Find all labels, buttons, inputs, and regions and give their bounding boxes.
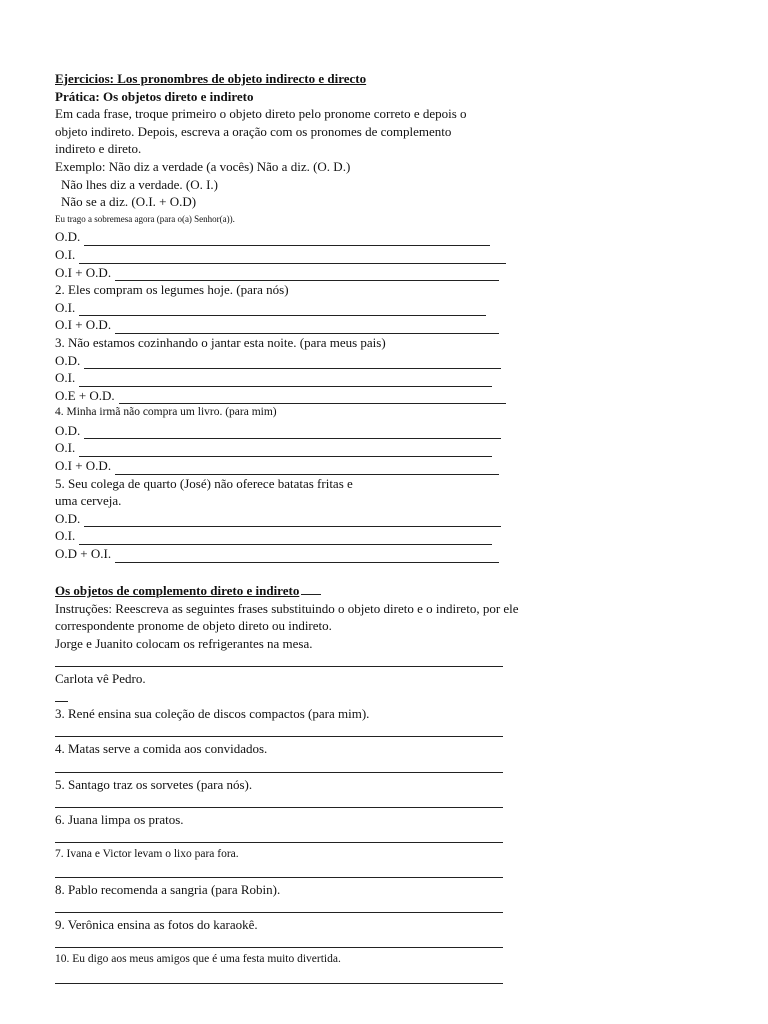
answer-line-oi-od[interactable] bbox=[55, 457, 555, 475]
answer-line-oi-od[interactable] bbox=[55, 316, 555, 334]
answer-line-oe-od[interactable] bbox=[55, 387, 555, 405]
instruction-line: objeto indireto. Depois, escreva a oração com os pronomes de complemento bbox=[55, 123, 452, 139]
answer-label: O.D. bbox=[55, 229, 81, 245]
blank-rule bbox=[55, 772, 503, 773]
answer-line-oi[interactable] bbox=[55, 369, 555, 387]
blank-rule bbox=[55, 947, 503, 948]
answer-line[interactable] bbox=[55, 828, 555, 846]
answer-label: O.I. bbox=[55, 299, 76, 315]
blank-rule bbox=[55, 912, 503, 913]
blank-rule bbox=[119, 391, 506, 404]
blank-rule bbox=[115, 550, 499, 563]
answer-label: O.I + O.D. bbox=[55, 317, 112, 333]
exercise-item: 4. Matas serve a comida aos convidados. bbox=[55, 741, 268, 757]
exercise-item: 7. Ivana e Victor levam o lixo para fora. bbox=[55, 847, 239, 860]
answer-label: O.I. bbox=[55, 370, 76, 386]
part-two bbox=[55, 582, 555, 987]
blank-rule bbox=[55, 983, 503, 984]
answer-label: O.E + O.D. bbox=[55, 387, 115, 403]
answer-line[interactable] bbox=[55, 758, 555, 776]
answer-line-oi[interactable] bbox=[55, 246, 555, 264]
answer-line[interactable] bbox=[55, 723, 555, 741]
example-line: Não lhes diz a verdade. (O. I.) bbox=[61, 176, 219, 192]
instruction-line: Instruções: Reescreva as seguintes frases substituindo o objeto direto e o indireto, por ele bbox=[55, 600, 519, 616]
exercise-item: 10. Eu digo aos meus amigos que é uma festa muito divertida. bbox=[55, 953, 341, 966]
answer-label: O.I. bbox=[55, 440, 76, 456]
answer-label: O.I + O.D. bbox=[55, 458, 112, 474]
answer-line[interactable] bbox=[55, 899, 555, 917]
answer-line[interactable] bbox=[55, 793, 555, 811]
page-subtitle: Prática: Os objetos direto e indireto bbox=[55, 88, 254, 104]
answer-line[interactable] bbox=[55, 934, 555, 952]
answer-line-oi-od[interactable] bbox=[55, 264, 555, 282]
section-title bbox=[55, 582, 555, 600]
blank-rule bbox=[55, 736, 503, 737]
blank-rule bbox=[115, 268, 499, 281]
instruction-line: correspondente pronome de objeto direto ou indireto. bbox=[55, 618, 332, 634]
answer-label: O.I + O.D. bbox=[55, 264, 112, 280]
exercise-item: 8. Pablo recomenda a sangria (para Robin). bbox=[55, 882, 281, 898]
answer-line[interactable] bbox=[55, 652, 555, 670]
blank-rule bbox=[115, 462, 499, 475]
blank-rule bbox=[84, 426, 501, 439]
blank-rule bbox=[115, 321, 499, 334]
blank-rule bbox=[55, 842, 503, 843]
answer-line-oi[interactable] bbox=[55, 439, 555, 457]
answer-label: O.D. bbox=[55, 422, 81, 438]
exercise-item: Jorge e Juanito colocam os refrigerantes na mesa. bbox=[55, 635, 313, 651]
blank-rule bbox=[55, 666, 503, 667]
exercise-item: Carlota vê Pedro. bbox=[55, 670, 146, 686]
answer-label: O.I. bbox=[55, 246, 76, 262]
example-line: Exemplo: Não diz a verdade (a vocês) Não a diz. (O. D.) bbox=[55, 158, 351, 174]
instruction-line: Em cada frase, troque primeiro o objeto direto pelo pronome correto e depois o bbox=[55, 106, 467, 122]
question-prompt: 2. Eles compram os legumes hoje. (para nós) bbox=[55, 282, 289, 298]
part-one bbox=[55, 70, 555, 563]
page-title: Ejercicios: Los pronombres de objeto indirecto e directo bbox=[55, 71, 367, 86]
blank-rule bbox=[55, 807, 503, 808]
answer-line-od[interactable] bbox=[55, 422, 555, 440]
title-rule bbox=[301, 594, 321, 595]
answer-line-oi[interactable] bbox=[55, 299, 555, 317]
answer-line-od[interactable] bbox=[55, 510, 555, 528]
exercise-item: 9. Verônica ensina as fotos do karaokê. bbox=[55, 917, 258, 933]
answer-line-od[interactable] bbox=[55, 352, 555, 370]
question-prompt: 4. Minha irmã não compra um livro. (para mim) bbox=[55, 406, 277, 419]
question-prompt: uma cerveja. bbox=[55, 493, 122, 509]
blank-rule bbox=[79, 251, 506, 264]
blank-rule bbox=[84, 514, 501, 527]
blank-rule bbox=[84, 233, 490, 246]
answer-line-od-oi[interactable] bbox=[55, 545, 555, 563]
blank-rule bbox=[79, 303, 486, 316]
answer-line[interactable] bbox=[55, 864, 555, 882]
section-title-text: Os objetos de complemento direto e indireto bbox=[55, 583, 300, 598]
blank-rule bbox=[79, 374, 492, 387]
instruction-line: indireto e direto. bbox=[55, 141, 142, 157]
blank-rule bbox=[84, 356, 501, 369]
exercise-item: 6. Juana limpa os pratos. bbox=[55, 811, 184, 827]
answer-label: O.D + O.I. bbox=[55, 546, 112, 562]
exercise-item: 3. René ensina sua coleção de discos compactos (para mim). bbox=[55, 706, 370, 722]
blank-rule bbox=[55, 701, 68, 702]
answer-line-od[interactable] bbox=[55, 228, 555, 246]
answer-label: O.D. bbox=[55, 510, 81, 526]
blank-rule bbox=[79, 444, 492, 457]
answer-label: O.I. bbox=[55, 528, 76, 544]
exercise-item: 5. Santago traz os sorvetes (para nós). bbox=[55, 776, 253, 792]
answer-line-oi[interactable] bbox=[55, 527, 555, 545]
question-prompt: 3. Não estamos cozinhando o jantar esta noite. (para meus pais) bbox=[55, 334, 386, 350]
answer-line[interactable] bbox=[55, 969, 555, 987]
answer-label: O.D. bbox=[55, 352, 81, 368]
blank-rule bbox=[79, 532, 492, 545]
question-prompt: 5. Seu colega de quarto (José) não oferece batatas fritas e bbox=[55, 475, 353, 491]
blank-rule bbox=[55, 877, 503, 878]
answer-line-short[interactable] bbox=[55, 688, 555, 706]
example-line: Não se a diz. (O.I. + O.D) bbox=[61, 194, 197, 210]
question-prompt: Eu trago a sobremesa agora (para o(a) Senhor(a)). bbox=[55, 213, 235, 224]
